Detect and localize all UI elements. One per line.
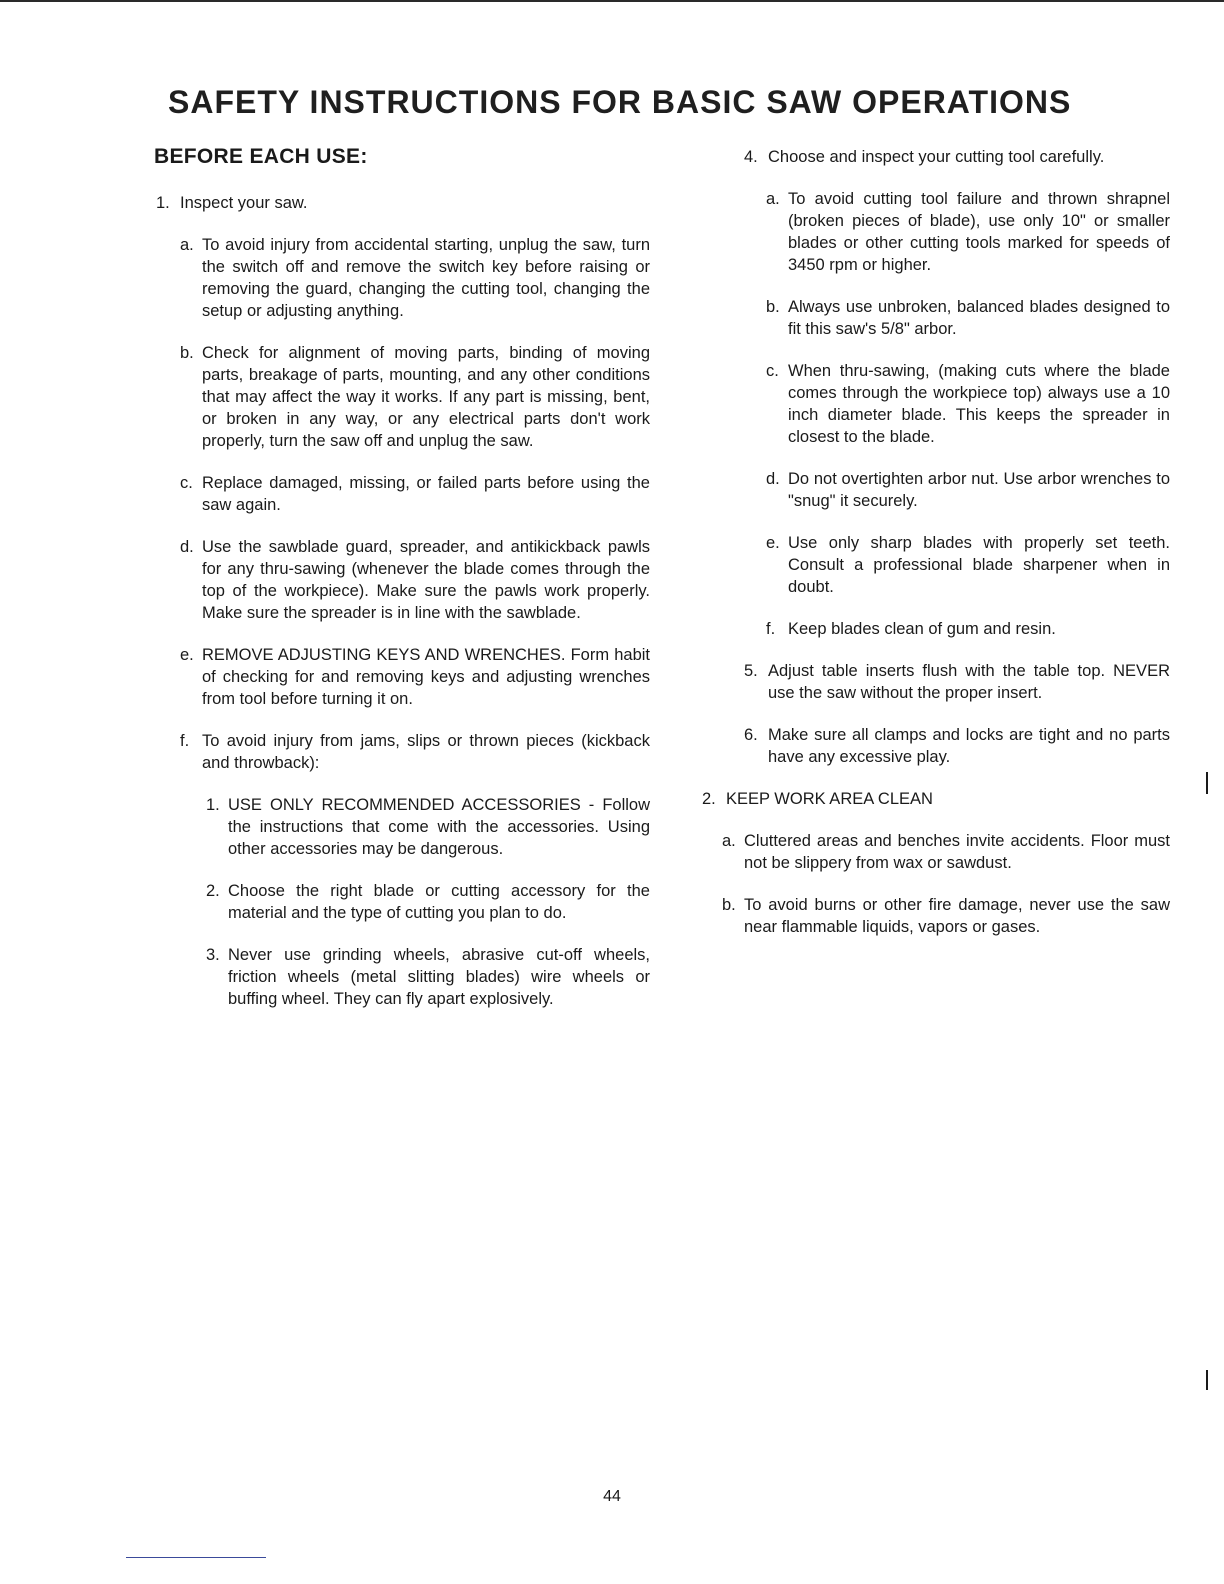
list-item: [722, 830, 1170, 874]
list-item: [180, 536, 650, 624]
page-title: SAFETY INSTRUCTIONS FOR BASIC SAW OPERATIONS: [168, 84, 1072, 120]
list-item: [738, 660, 1170, 704]
item-marker: 3.: [206, 946, 220, 964]
item-marker: 5.: [744, 662, 758, 680]
item-text: Use only sharp blades with properly set teeth. Consult a professional blade sharpener when in doubt.: [788, 534, 1170, 596]
item-marker: c.: [180, 474, 193, 492]
item-marker: b.: [180, 344, 194, 362]
item-text: Replace damaged, missing, or failed parts before using the saw again.: [202, 474, 650, 514]
item-marker: b.: [766, 298, 780, 316]
item-text: Choose the right blade or cutting accessory for the material and the type of cutting you plan to do.: [228, 882, 650, 922]
item-marker: 2.: [702, 790, 716, 808]
section-heading-before-each-use: BEFORE EACH USE:: [154, 145, 368, 168]
right-column: [696, 146, 1170, 938]
footer-rule: [126, 1557, 266, 1558]
item-text: Always use unbroken, balanced blades designed to fit this saw's 5/8" arbor.: [788, 298, 1170, 338]
item-text: To avoid cutting tool failure and thrown shrapnel (broken pieces of blade), use only 10" or smaller blades or other cutting tools marked for speeds of 3450 rpm or higher.: [788, 190, 1170, 274]
item-marker: a.: [180, 236, 194, 254]
list-item: [206, 880, 650, 924]
item-text: Keep blades clean of gum and resin.: [788, 620, 1056, 638]
item-marker: c.: [766, 362, 779, 380]
item-marker: 1.: [156, 194, 170, 212]
item-text: When thru-sawing, (making cuts where the blade comes through the workpiece top) always use a 10 inch diameter blade. This keeps the spreader in closest to the blade.: [788, 362, 1170, 446]
list-item: [180, 234, 650, 322]
item-text: Adjust table inserts flush with the table top. NEVER use the saw without the proper insert.: [768, 662, 1170, 702]
item-marker: e.: [180, 646, 194, 664]
page-number: 44: [603, 1488, 621, 1505]
item-marker: b.: [722, 896, 736, 914]
item-marker: a.: [766, 190, 780, 208]
list-item: [206, 794, 650, 860]
item-marker: 1.: [206, 796, 220, 814]
item-marker: f.: [766, 620, 776, 638]
item-text: REMOVE ADJUSTING KEYS AND WRENCHES. Form habit of checking for and removing keys and adjusting wrenches from tool before turning it on.: [202, 646, 650, 708]
list-item: [206, 944, 650, 1010]
item-text: Do not overtighten arbor nut. Use arbor wrenches to "snug" it securely.: [788, 470, 1170, 510]
scan-edge-mark: [1206, 772, 1208, 794]
list-item: [180, 342, 650, 452]
list-item: [150, 192, 650, 214]
item-text: Make sure all clamps and locks are tight and no parts have any excessive play.: [768, 726, 1170, 766]
item-marker: 4.: [744, 148, 758, 166]
item-marker: d.: [766, 470, 780, 488]
list-item: [696, 788, 1170, 810]
list-item: [180, 644, 650, 710]
list-item: [766, 468, 1170, 512]
list-item: [180, 472, 650, 516]
list-item: [722, 894, 1170, 938]
item-marker: f.: [180, 732, 190, 750]
list-item: [738, 724, 1170, 768]
item-text: Inspect your saw.: [180, 194, 308, 212]
list-item: [766, 360, 1170, 448]
list-item: [180, 730, 650, 774]
item-text: To avoid injury from accidental starting, unplug the saw, turn the switch off and remove the switch key before raising or removing the guard, changing the cutting tool, changing the setup or adjusting anything.: [202, 236, 650, 320]
item-text: To avoid injury from jams, slips or thrown pieces (kickback and throwback):: [202, 732, 650, 772]
item-text: Use the sawblade guard, spreader, and antikickback pawls for any thru-sawing (whenever the blade comes through the top of the workpiece). Make sure the pawls work properly. Make sure the spreader is in line with the sawblade.: [202, 538, 650, 622]
list-item: [766, 532, 1170, 598]
item-text: Choose and inspect your cutting tool carefully.: [768, 148, 1105, 166]
top-border-rule: [0, 0, 1224, 2]
item-text: Check for alignment of moving parts, binding of moving parts, breakage of parts, mounting, and any other conditions that may affect the way it works. If any part is missing, bent, or broken in any way, or any electrical parts don't work properly, turn the saw off and unplug the saw.: [202, 344, 650, 450]
item-text: KEEP WORK AREA CLEAN: [726, 790, 933, 808]
list-item: [766, 618, 1170, 640]
item-marker: d.: [180, 538, 194, 556]
item-marker: 2.: [206, 882, 220, 900]
item-text: To avoid burns or other fire damage, never use the saw near flammable liquids, vapors or gases.: [744, 896, 1170, 936]
list-item: [766, 188, 1170, 276]
list-item: [738, 146, 1170, 168]
item-marker: 6.: [744, 726, 758, 744]
scan-edge-mark: [1206, 1370, 1208, 1390]
list-item: [766, 296, 1170, 340]
item-marker: a.: [722, 832, 736, 850]
item-marker: e.: [766, 534, 780, 552]
item-text: Cluttered areas and benches invite accidents. Floor must not be slippery from wax or sawdust.: [744, 832, 1170, 872]
item-text: USE ONLY RECOMMENDED ACCESSORIES - Follow the instructions that come with the accessories. Using other accessories may be dangerous.: [228, 796, 650, 858]
left-column: [150, 146, 650, 1010]
item-text: Never use grinding wheels, abrasive cut-off wheels, friction wheels (metal slitting blades) wire wheels or buffing wheel. They can fly apart explosively.: [228, 946, 650, 1008]
